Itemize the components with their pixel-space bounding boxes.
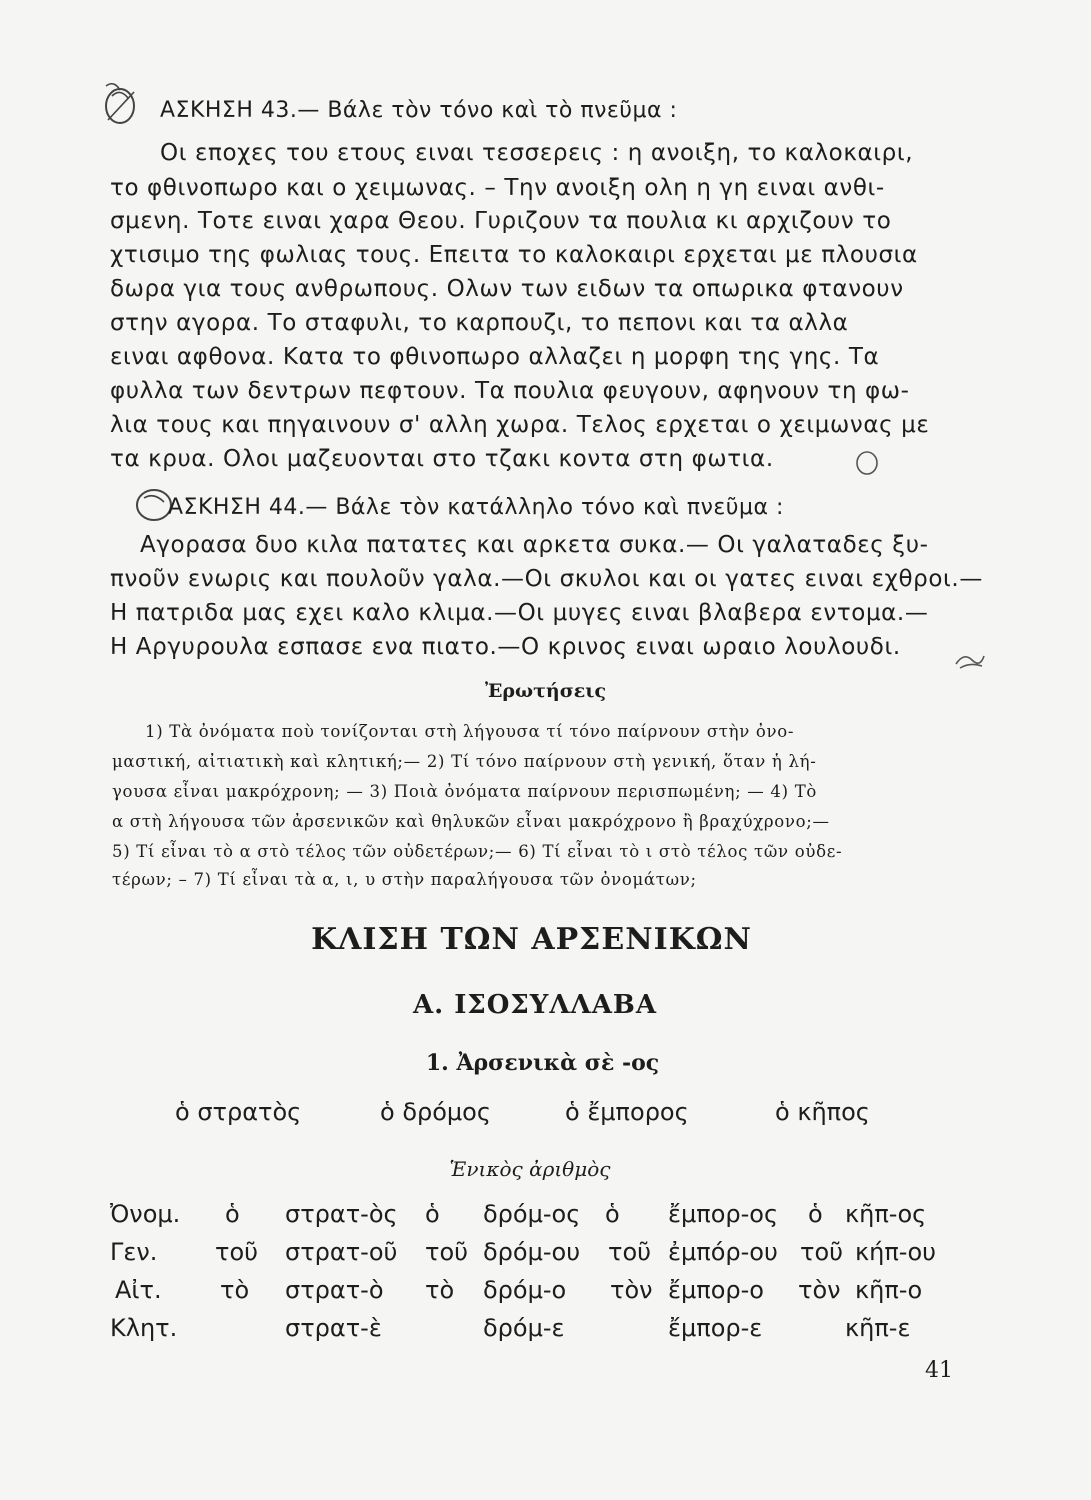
number-label: Ἑνικὸς ἀριθμὸς — [449, 1157, 611, 1181]
question-line: α στὴ λήγουσα τῶν ἀρσενικῶν καὶ θηλυκῶν εἶναι μακρόχρονο ἢ βραχύχρονο;— — [112, 812, 830, 831]
exercise-44-line: Η Αργυρουλα εσπασε ενα πιατο.—Ο κρινος ειναι ωραιο λουλουδι. — [110, 634, 901, 660]
form-cell: δρόμ-ος — [483, 1200, 581, 1228]
question-line: μαστική, αἰτιατικὴ καὶ κλητική;— 2) Τί τόνο παίρνουν στὴ γενική, ὅταν ἡ λή- — [112, 752, 817, 771]
article-cell: τοῦ — [425, 1238, 469, 1266]
form-cell: ἔμπορ-ε — [668, 1314, 763, 1342]
form-cell: δρόμ-ου — [483, 1238, 581, 1266]
case-label: Κλητ. — [110, 1314, 178, 1342]
form-cell: δρόμ-ο — [483, 1276, 567, 1304]
pencil-flourish-icon — [952, 648, 988, 672]
question-line: γουσα εἶναι μακρόχρονη; — 3) Ποιὰ ὀνόματα παίρνουν περισπωμένη; — 4) Τὸ — [112, 782, 818, 801]
form-cell: ἐμπόρ-ου — [668, 1238, 778, 1266]
form-cell: κῆπ-ο — [855, 1276, 923, 1304]
exercise-43-title: ΑΣΚΗΣΗ 43.— Βάλε τὸν τόνο καὶ τὸ πνεῦμα : — [160, 98, 678, 123]
article-cell: ὁ — [605, 1200, 620, 1228]
form-cell: κῆπ-ος — [845, 1200, 927, 1228]
questions-heading: Ἐρωτήσεις — [484, 680, 607, 702]
form-cell: στρατ-ὸ — [285, 1276, 384, 1304]
article-cell: τοῦ — [800, 1238, 844, 1266]
exercise-43-line: χτισιμο της φωλιας τους. Επειτα το καλοκαιρι ερχεται με πλουσια — [110, 242, 918, 268]
exercise-44-title: ΑΣΚΗΣΗ 44.— Βάλε τὸν κατάλληλο τόνο καὶ πνεῦμα : — [168, 495, 784, 520]
form-cell: στρατ-οῦ — [285, 1238, 398, 1266]
case-label: Αἰτ. — [115, 1276, 162, 1304]
pencil-scribble-icon — [98, 78, 144, 130]
article-cell: τοῦ — [215, 1238, 259, 1266]
section-subtitle: Α. ΙΣΟΣΥΛΛΑΒΑ — [412, 990, 658, 1020]
question-line: 5) Τί εἶναι τὸ α στὸ τέλος τῶν οὐδετέρων;— 6) Τί εἶναι τὸ ι στὸ τέλος τῶν οὐδε- — [112, 842, 843, 861]
form-cell: στρατ-ὲ — [285, 1314, 382, 1342]
form-cell: δρόμ-ε — [483, 1314, 565, 1342]
article-cell: τὸ — [220, 1276, 250, 1304]
example-noun: ὁ δρόμος — [380, 1098, 491, 1126]
example-noun: ὁ στρατὸς — [175, 1098, 302, 1126]
article-cell: ὁ — [225, 1200, 240, 1228]
section-title: ΚΛΙΣΗ ΤΩΝ ΑΡΣΕΝΙΚΩΝ — [311, 922, 752, 957]
exercise-43-line: Οι εποχες του ετους ειναι τεσσερεις : η ανοιξη, το καλοκαιρι, — [160, 140, 914, 166]
exercise-43-line: σμενη. Τοτε ειναι χαρα Θεου. Γυριζουν τα πουλια κι αρχιζουν το — [110, 208, 892, 234]
article-cell: ὁ — [808, 1200, 823, 1228]
form-cell: ἔμπορ-ος — [668, 1200, 779, 1228]
article-cell: τοῦ — [608, 1238, 652, 1266]
exercise-44-line: Αγορασα δυο κιλα πατατες και αρκετα συκα.— Οι γαλαταδες ξυ- — [140, 532, 929, 558]
page-number: 41 — [925, 1358, 953, 1383]
form-cell: κήπ-ου — [855, 1238, 937, 1266]
article-cell: τὸν — [798, 1276, 841, 1304]
exercise-43-line: στην αγορα. Το σταφυλι, το καρπουζι, το πεπονι και τα αλλα — [110, 310, 849, 336]
subsection-title: 1. Ἀρσενικὰ σὲ -ος — [425, 1050, 660, 1076]
exercise-43-line: ειναι αφθονα. Κατα το φθινοπωρο αλλαζει η μορφη της γης. Τα — [110, 344, 880, 370]
example-noun: ὁ ἔμπορος — [565, 1098, 689, 1126]
exercise-43-line: δωρα για τους ανθρωπους. Ολων των ειδων τα οπωρικα φτανουν — [110, 276, 904, 302]
exercise-43-line: φυλλα των δεντρων πεφτουν. Τα πουλια φευγουν, αφηνουν τη φω- — [110, 378, 910, 404]
form-cell: στρατ-ὸς — [285, 1200, 398, 1228]
form-cell: ἔμπορ-ο — [668, 1276, 764, 1304]
case-label: Γεν. — [110, 1238, 158, 1266]
article-cell: ὁ — [425, 1200, 440, 1228]
exercise-44-line: Η πατριδα μας εχει καλο κλιμα.—Οι μυγες ειναι βλαβερα εντομα.— — [110, 600, 929, 626]
exercise-43-line: το φθινοπωρο και ο χειμωνας. – Την ανοιξη ολη η γη ειναι ανθι- — [110, 175, 885, 201]
case-label: Ὀνομ. — [110, 1200, 181, 1228]
question-line: 1) Τὰ ὀνόματα ποὺ τονίζονται στὴ λήγουσα τί τόνο παίρνουν στὴν ὀνο- — [145, 722, 795, 741]
article-cell: τὸν — [610, 1276, 653, 1304]
exercise-43-line: τα κρυα. Ολοι μαζευονται στο τζακι κοντα στη φωτια. — [110, 446, 774, 472]
exercise-43-line: λια τους και πηγαινουν σ' αλλη χωρα. Τελος ερχεται ο χειμωνας με — [110, 412, 930, 438]
article-cell: τὸ — [425, 1276, 455, 1304]
form-cell: κῆπ-ε — [845, 1314, 911, 1342]
example-noun: ὁ κῆπος — [775, 1098, 870, 1126]
question-line: τέρων; – 7) Τί εἶναι τὰ α, ι, υ στὴν παραλήγουσα τῶν ὀνομάτων; — [112, 870, 697, 889]
exercise-44-line: πνοῦν ενωρις και πουλοῦν γαλα.—Οι σκυλοι και οι γατες ειναι εχθροι.— — [110, 566, 983, 592]
